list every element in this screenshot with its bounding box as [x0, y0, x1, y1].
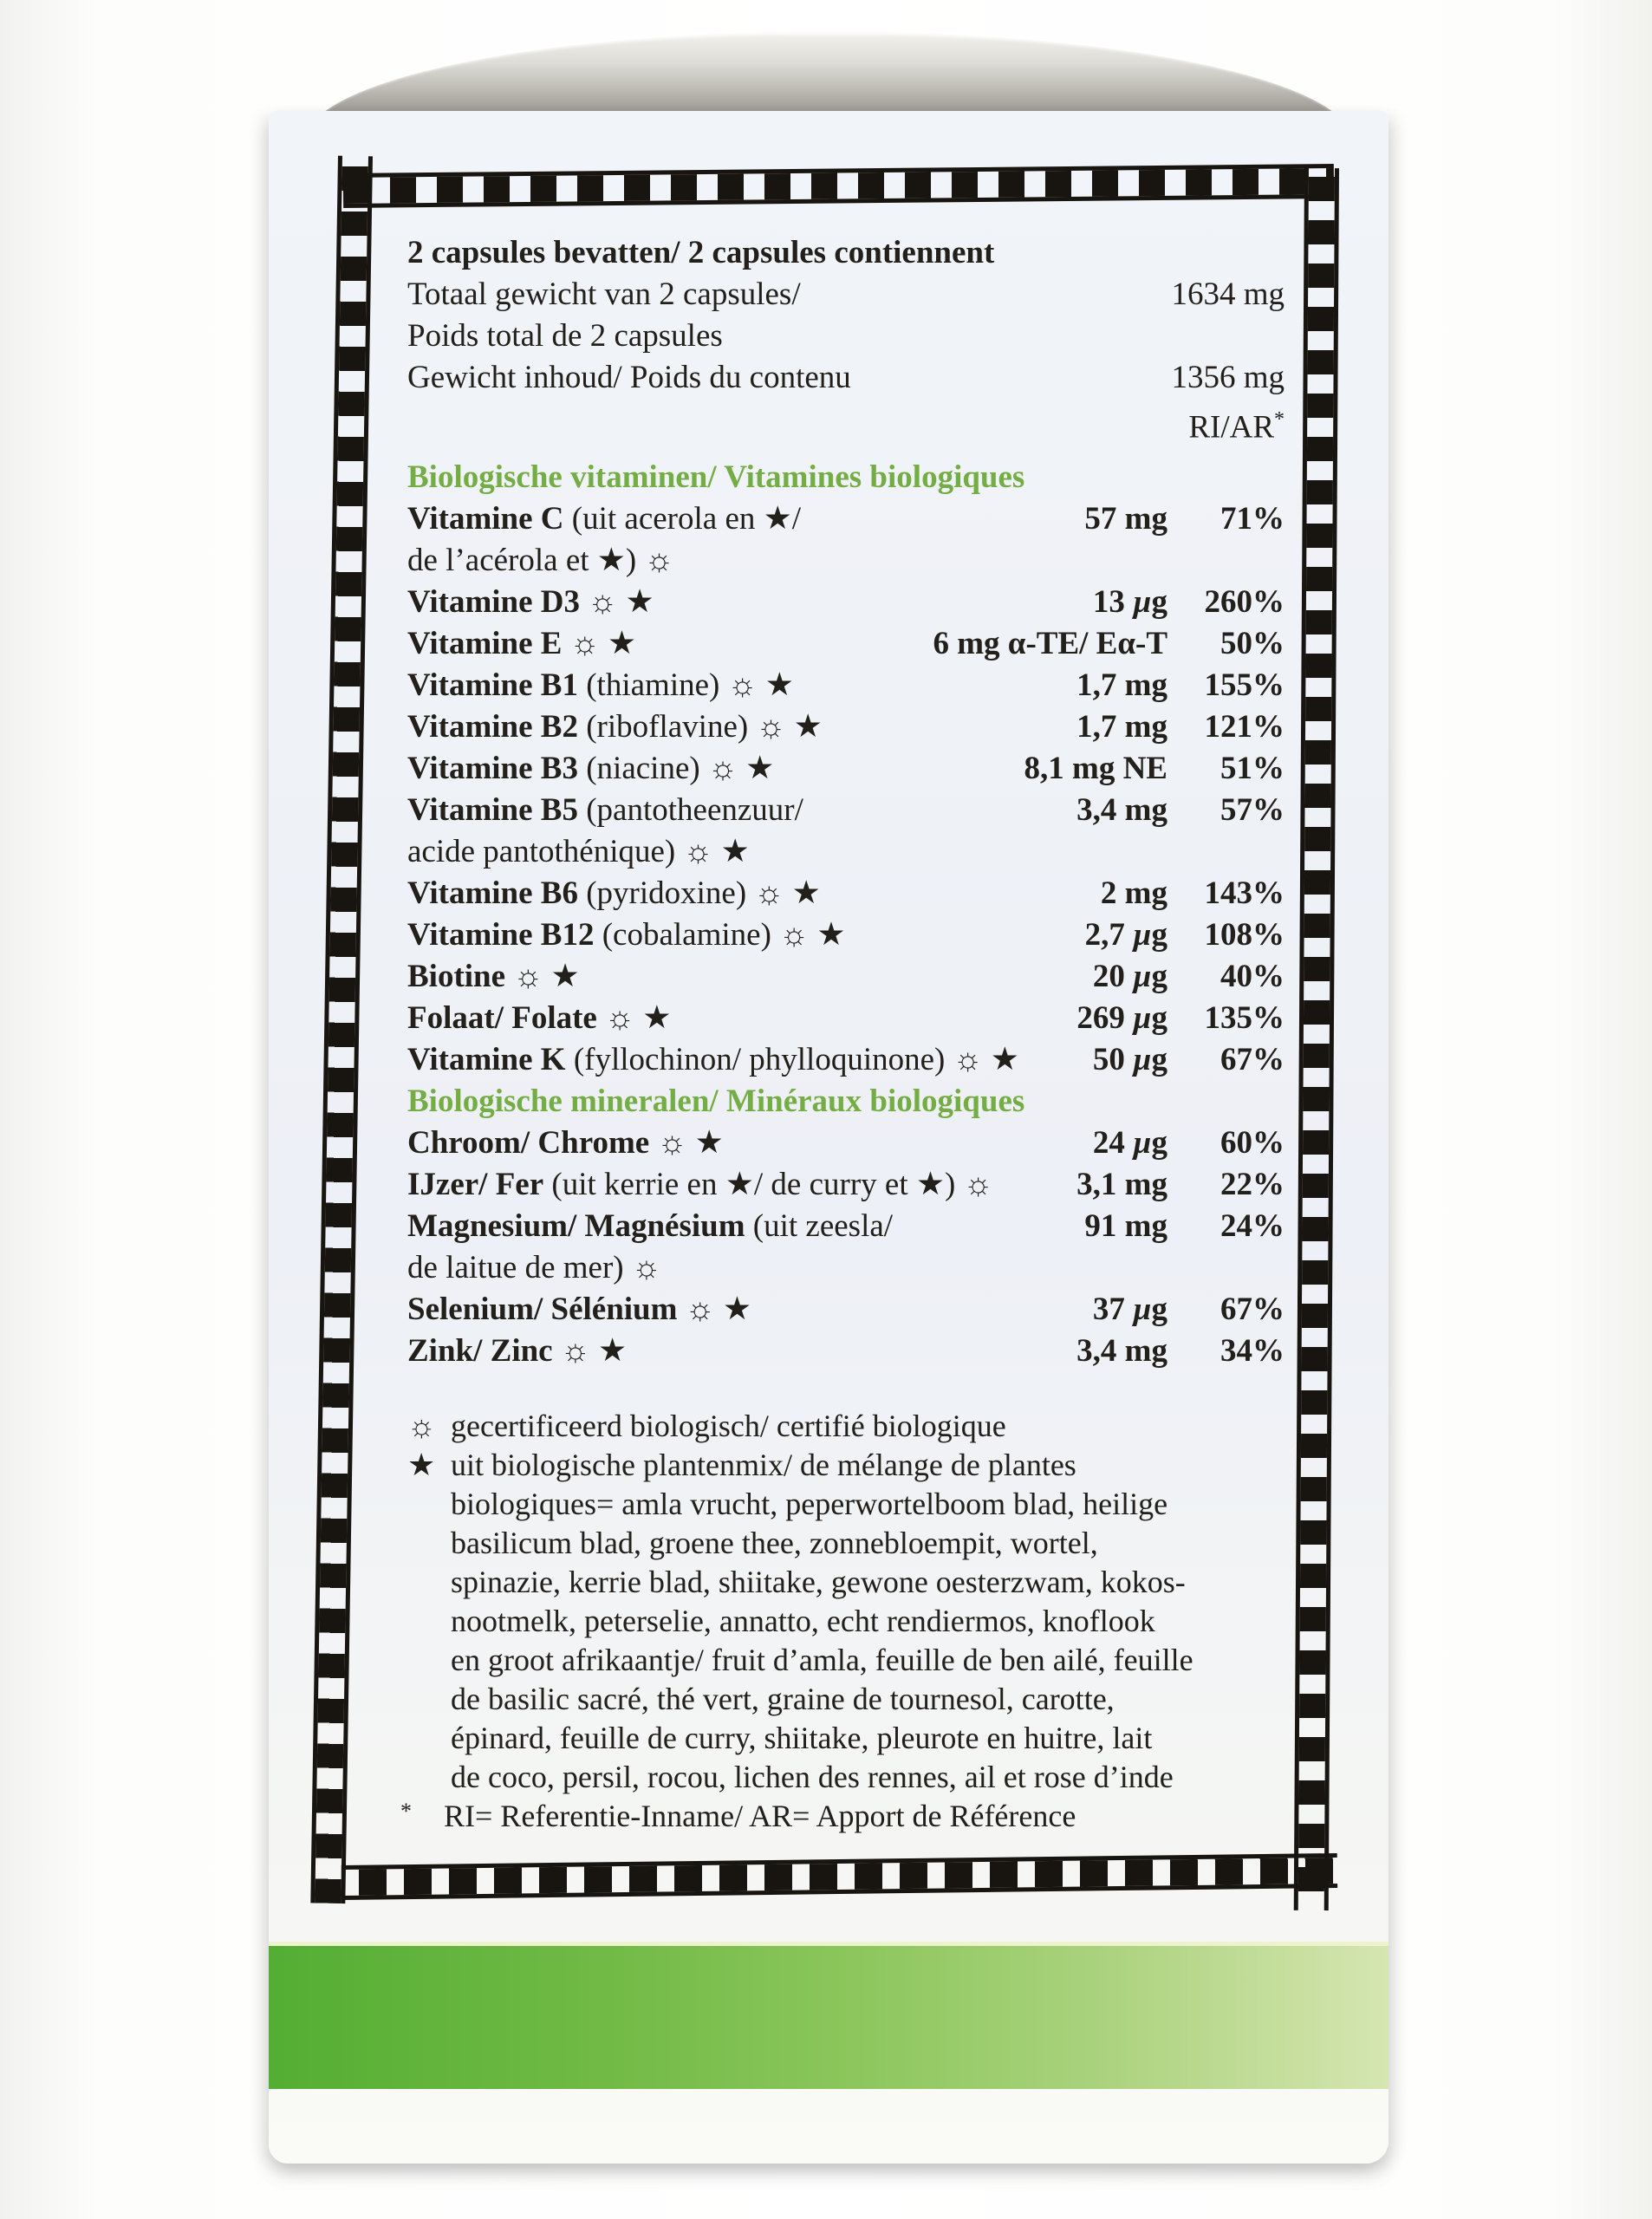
amount-cell: 269 µg [1076, 1000, 1167, 1037]
amount-cell: 37 µg [1092, 1292, 1167, 1328]
table-row [407, 790, 1285, 831]
nutrient-name: Chroom/ Chrome ☼ ★ [407, 1125, 724, 1162]
nutrient-name: Vitamine B2 (riboflavine) ☼ ★ [407, 709, 823, 745]
nutrient-name: IJzer/ Fer (uit kerrie en ★/ de curry et ★) ☼ [407, 1167, 993, 1203]
organic-sun-icon: ☼ [407, 1409, 436, 1444]
table-row [407, 998, 1285, 1039]
nutrient-name: Gewicht inhoud/ Poids du contenu [407, 360, 851, 395]
table-row [407, 357, 1285, 399]
ri-percent-cell: 143% [1204, 875, 1285, 912]
nutrient-name: Biotine ☼ ★ [407, 959, 580, 995]
table-row [407, 1247, 1285, 1289]
nutrient-name-continued: de l’acérola et ★) ☼ [407, 543, 674, 579]
ri-ar-column-header: RI/AR* [1188, 408, 1285, 446]
amount-cell: 2 mg [1100, 875, 1167, 912]
legend-item [407, 1407, 1285, 1446]
nutrient-name-continued: de laitue de mer) ☼ [407, 1250, 661, 1286]
amount-cell: 50 µg [1092, 1042, 1167, 1078]
table-row [407, 1289, 1285, 1331]
amount-cell: 1356 mg [1171, 360, 1285, 395]
ri-percent-cell: 108% [1204, 917, 1285, 953]
footnote [400, 1797, 1285, 1836]
amount-cell: 20 µg [1092, 959, 1167, 995]
footnote-text: RI= Referentie-Inname/ AR= Apport de Référence [444, 1799, 1076, 1834]
amount-cell: 1634 mg [1171, 277, 1285, 312]
amount-cell: 13 µg [1092, 584, 1167, 621]
nutrient-name: Totaal gewicht van 2 capsules/ [407, 277, 801, 312]
weight-rows [407, 274, 1285, 399]
ri-percent-cell: 34% [1220, 1333, 1285, 1370]
ri-percent-cell: 67% [1220, 1042, 1285, 1078]
table-row [407, 1123, 1285, 1164]
table-row [407, 1331, 1285, 1372]
amount-cell: 6 mg α-TE/ Eα-T [933, 626, 1167, 662]
ri-percent-cell: 71% [1220, 501, 1285, 537]
table-row [407, 1206, 1285, 1247]
nutrient-name: Magnesium/ Magnésium (uit zeesla/ [407, 1208, 894, 1245]
amount-cell: 3,1 mg [1076, 1167, 1167, 1203]
nutrient-name: Vitamine B6 (pyridoxine) ☼ ★ [407, 875, 821, 912]
frame-right-edge [1294, 168, 1339, 1910]
table-row [407, 665, 1285, 706]
ri-percent-cell: 51% [1220, 751, 1285, 787]
nutrient-name: Vitamine B5 (pantotheenzuur/ [407, 792, 803, 829]
table-row [407, 582, 1285, 623]
ri-percent-cell: 260% [1204, 584, 1285, 621]
legend-item [407, 1446, 1285, 1797]
ri-percent-cell: 22% [1220, 1167, 1285, 1203]
ri-percent-cell: 155% [1204, 667, 1285, 704]
table-row [407, 914, 1285, 956]
nutrient-name: Vitamine B3 (niacine) ☼ ★ [407, 751, 775, 787]
nutrient-name: Vitamine K (fyllochinon/ phylloquinone) ☼ ★ [407, 1042, 1019, 1078]
table-row [407, 706, 1285, 748]
ri-percent-cell: 50% [1220, 626, 1285, 662]
ri-percent-cell: 24% [1220, 1208, 1285, 1245]
nutrient-name: Vitamine B12 (cobalamine) ☼ ★ [407, 917, 846, 953]
footnote-asterisk: * [400, 1799, 412, 1825]
ri-percent-cell: 57% [1220, 792, 1285, 829]
legend-text: uit biologische plantenmix/ de mélange de plantes biologiques= amla vrucht, peperwortelboom blad, heilige basilicum blad, groene thee, zonnebloempit, wortel, spinazie, kerrie blad, shiitake, gewone oesterzwam, kokos- nootmelk, peterselie, annatto, echt rendiermos, knoflook en groot afrikaantje/ fruit d’amla, feuille de ben ailé, feuille de basilic sacré, thé vert, graine de tournesol, carotte, épinard, feuille de curry, shiitake, pleurote en huitre, lait de coco, persil, rocou, lichen des rennes, ail et rose d’inde [451, 1448, 1193, 1795]
ri-percent-cell: 135% [1204, 1000, 1285, 1037]
amount-cell: 3,4 mg [1076, 1333, 1167, 1370]
nutrient-name-continued: Poids total de 2 capsules [407, 318, 723, 354]
section-heading: Biologische vitaminen/ Vitamines biologiques [407, 459, 1025, 496]
legend [407, 1407, 1285, 1797]
green-band [269, 1942, 1389, 2089]
nutrient-sections [407, 457, 1285, 1372]
plantmix-star-icon: ★ [407, 1448, 436, 1483]
ri-percent-cell: 67% [1220, 1292, 1285, 1328]
nutrient-name: Selenium/ Sélénium ☼ ★ [407, 1292, 752, 1328]
table-row [407, 498, 1285, 540]
table-row [407, 540, 1285, 582]
table-row [407, 873, 1285, 914]
amount-cell: 1,7 mg [1076, 667, 1167, 704]
legend-text: gecertificeerd biologisch/ certifié biologique [451, 1409, 1006, 1444]
ri-percent-cell: 121% [1204, 709, 1285, 745]
frame-bottom-edge [341, 1853, 1337, 1900]
frame-left-edge [310, 156, 373, 1903]
amount-cell: 57 mg [1084, 501, 1167, 537]
nutrient-name: Folaat/ Folate ☼ ★ [407, 1000, 672, 1037]
table-row [407, 1164, 1285, 1206]
table-row [407, 623, 1285, 665]
table-row [407, 956, 1285, 998]
nutrient-name: Vitamine D3 ☼ ★ [407, 584, 654, 621]
nutrient-name: Vitamine E ☼ ★ [407, 626, 637, 662]
nutrient-name: Zink/ Zinc ☼ ★ [407, 1333, 628, 1370]
table-row [407, 831, 1285, 873]
box-face [269, 111, 1389, 2164]
table-row [407, 274, 1285, 316]
amount-cell: 8,1 mg NE [1024, 751, 1167, 787]
amount-cell: 91 mg [1084, 1208, 1167, 1245]
serving-header: 2 capsules bevatten/ 2 capsules contiennent [407, 235, 995, 270]
frame-top-edge [343, 164, 1334, 208]
ri-percent-cell: 60% [1220, 1125, 1285, 1162]
amount-cell: 2,7 µg [1084, 917, 1167, 953]
nutrient-name: Vitamine B1 (thiamine) ☼ ★ [407, 667, 794, 704]
ri-percent-cell: 40% [1220, 959, 1285, 995]
table-row [407, 748, 1285, 790]
section-heading: Biologische mineralen/ Minéraux biologiques [407, 1083, 1025, 1120]
amount-cell: 24 µg [1092, 1125, 1167, 1162]
nutrition-label [400, 232, 1285, 1836]
amount-cell: 1,7 mg [1076, 709, 1167, 745]
amount-cell: 3,4 mg [1076, 792, 1167, 829]
table-row [407, 316, 1285, 357]
nutrient-name-continued: acide pantothénique) ☼ ★ [407, 834, 750, 870]
nutrient-name: Vitamine C (uit acerola en ★/ [407, 501, 802, 537]
table-row [407, 1039, 1285, 1081]
